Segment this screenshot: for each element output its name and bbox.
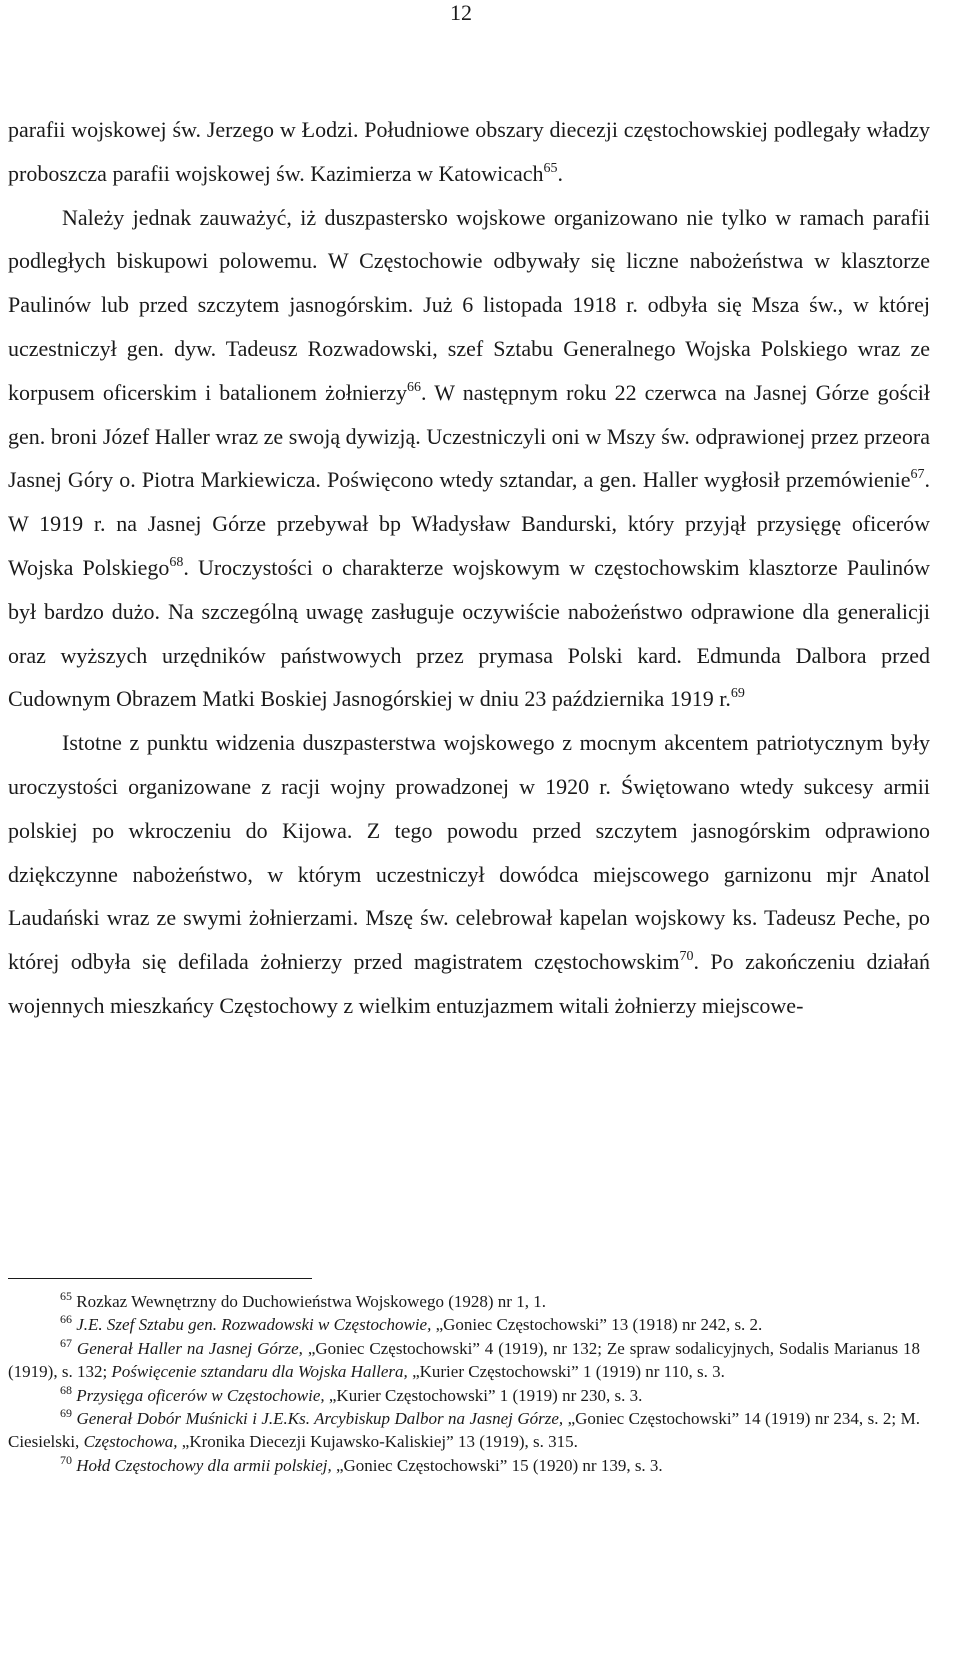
footnote-text: „Goniec Częstochowski” 13 (1918) nr 242, s. 2. <box>431 1315 763 1335</box>
footnote-number: 65 <box>60 1289 72 1303</box>
footnote-text: „Kurier Częstochowski” 1 (1919) nr 110, s. 3. <box>407 1362 725 1382</box>
footnote-ref-65[interactable]: 65 <box>543 160 558 176</box>
paragraph-text: . W 1919 r. na Jasnej Górze przebywał bp Władysław Bandurski, który przyjął przysięgę oficerów Wojska Polskiego <box>8 467 930 580</box>
footnote-title: Przysięga oficerów w Częstochowie, <box>72 1385 325 1405</box>
footnote-68 <box>8 1384 920 1407</box>
footnote-ref-68[interactable]: 68 <box>169 554 184 570</box>
paragraph-3 <box>8 721 930 1028</box>
footnote-number: 69 <box>60 1406 72 1421</box>
footnote-text: „Kronika Diecezji Kujawsko-Kaliskiej” 13 (1919), s. 315. <box>177 1432 578 1452</box>
footnote-text: „Goniec Częstochowski” 4 (1919), nr 132; Ze spraw sodalicyjnych, Sodalis Marianus 18 (1919), s. 132; <box>8 1338 920 1382</box>
footnote-ref-69[interactable]: 69 <box>730 686 745 702</box>
footnote-text: „Goniec Częstochowski” 15 (1920) nr 139, s. 3. <box>331 1455 663 1475</box>
footnote-title: Poświęcenie sztandaru dla Wojska Hallera, <box>107 1362 408 1382</box>
footnote-number: 66 <box>60 1312 72 1327</box>
footnote-text: „Kurier Częstochowski” 1 (1919) nr 230, s. 3. <box>324 1385 643 1405</box>
body-text <box>8 108 930 1028</box>
footnote-ref-67[interactable]: 67 <box>910 467 925 483</box>
paragraph-text: . <box>557 160 564 186</box>
footnote-ref-70[interactable]: 70 <box>679 949 694 965</box>
footnote-title: Częstochowa, <box>79 1432 178 1452</box>
paragraph-text: parafii wojskowej św. Jerzego w Łodzi. Południowe obszary diecezji częstochowskiej podlegały władzy proboszcza parafii wojskowej św. Kazimierza w Katowicach <box>8 117 930 186</box>
footnote-title: J.E. Szef Sztabu gen. Rozwadowski w Częstochowie, <box>72 1315 432 1335</box>
paragraph-text: . W następnym roku 22 czerwca na Jasnej Górze gościł gen. broni Józef Haller wraz ze swoją dywizją. Uczestniczyli oni w Mszy św. odprawionej przez przeora Jasnej Góry o. Piotra Markiewicza. Poświęcono wtedy sztandar, a gen. Haller wygłosił przemówienie <box>8 379 930 493</box>
footnote-69 <box>8 1407 920 1454</box>
footnote-65 <box>8 1290 920 1313</box>
footnote-number: 68 <box>60 1382 72 1397</box>
footnote-number: 70 <box>60 1452 72 1467</box>
footnote-text: „Goniec Częstochowski” 14 (1919) nr 234, s. 2; M. Ciesielski, <box>8 1409 920 1452</box>
footnote-text: Rozkaz Wewnętrzny do Duchowieństwa Wojskowego (1928) nr 1, 1. <box>72 1292 546 1311</box>
footnote-title: Hołd Częstochowy dla armii polskiej, <box>72 1455 332 1475</box>
paragraph-text: Istotne z punktu widzenia duszpasterstwa wojskowego z mocnym akcentem patriotycznym były uroczystości organizowane z racji wojny prowadzonej w 1920 r. Świętowano wtedy sukcesy armii polskiej po wkroczeniu do Kijowa. Z tego powodu przed szczytem jasnogórskim odprawiono dziękczynne nabożeństwo, w którym uczestniczył dowódca miejscowego garnizonu mjr Anatol Laudański wraz ze swymi żołnierzami. Mszę św. celebrował kapelan wojskowy ks. Tadeusz Peche, po której odbyła się defilada żołnierzy przed magistratem częstochowskim <box>8 730 930 975</box>
footnote-ref-66[interactable]: 66 <box>407 379 421 395</box>
paragraph-2 <box>8 196 930 722</box>
footnote-70 <box>8 1454 920 1477</box>
footnote-title: Generał Dobór Muśnicki i J.E.Ks. Arcybiskup Dalbor na Jasnej Górze, <box>72 1409 564 1429</box>
footnote-67 <box>8 1337 920 1384</box>
footnote-66 <box>8 1313 920 1336</box>
footnotes <box>8 1290 920 1477</box>
paragraph-text: . Po zakończeniu działań wojennych mieszkańcy Częstochowy z wielkim entuzjazmem witali żołnierzy miejscowe- <box>8 949 930 1018</box>
footnote-title: Generał Haller na Jasnej Górze, <box>72 1338 303 1358</box>
paragraph-text: . Uroczystości o charakterze wojskowym w częstochowskim klasztorze Paulinów był bardzo dużo. Na szczególną uwagę zasługuje oczywiście nabożeństwo odprawione dla generalicji oraz wyższych urzędników państwowych przez prymasa Polski kard. Edmunda Dalbora przed Cudownym Obrazem Matki Boskiej Jasnogórskiej w dniu 23 października 1919 r. <box>8 554 930 712</box>
footnote-divider <box>8 1278 312 1279</box>
footnote-number: 67 <box>60 1335 72 1350</box>
page-number: 12 <box>450 0 472 25</box>
paragraph-text: Należy jednak zauważyć, iż duszpastersko wojskowe organizowano nie tylko w ramach parafii podległych biskupowi polowemu. W Częstochowie odbywały się liczne nabożeństwa w klasztorze Paulinów lub przed szczytem jasnogórskim. Już 6 listopada 1918 r. odbyła się Msza św., w której uczestniczył gen. dyw. Tadeusz Rozwadowski, szef Sztabu Generalnego Wojska Polskiego wraz ze korpusem oficerskim i batalionem żołnierzy <box>8 204 930 405</box>
paragraph-1 <box>8 108 930 196</box>
